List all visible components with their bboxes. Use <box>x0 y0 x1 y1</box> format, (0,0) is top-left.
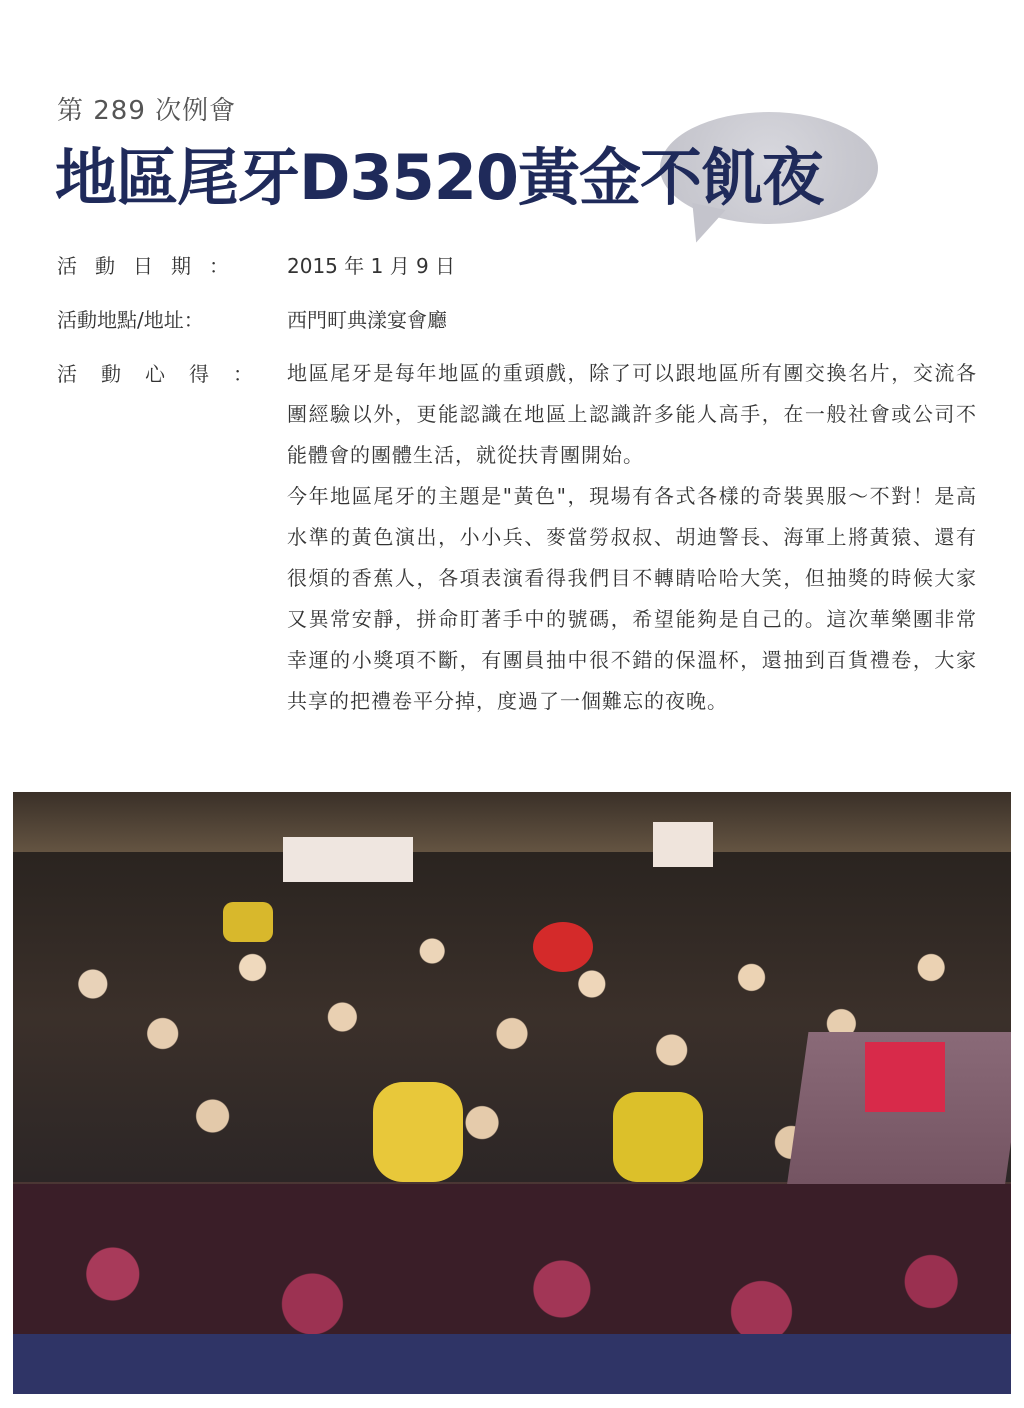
location-value: 西門町典漾宴會廳 <box>287 308 447 332</box>
group-photo <box>13 792 1011 1334</box>
page-title: 地區尾牙D3520黃金不飢夜 <box>55 141 824 214</box>
meeting-number: 第 289 次例會 <box>57 96 237 126</box>
photo-lottery-box <box>865 1042 945 1112</box>
reflection-body <box>287 353 977 722</box>
photo-banner-left <box>283 837 413 882</box>
reflection-label: 活動心得： <box>57 362 277 386</box>
photo-red-wig <box>533 922 593 972</box>
photo-banner-right <box>653 822 713 867</box>
photo-carpet <box>13 1184 1011 1334</box>
reflection-paragraph-2: 今年地區尾牙的主題是"黃色"，現場有各式各樣的奇裝異服～不對！是高水準的黃色演出，小小兵、麥當勞叔叔、胡迪警長、海軍上將黃猿、還有很煩的香蕉人，各項表演看得我們目不轉睛哈哈大笑，但抽獎的時候大家又異常安靜，拼命盯著手中的號碼，希望能夠是自己的。這次華樂團非常幸運的小獎項不斷，有團員抽中很不錯的保溫杯，還抽到百貨禮卷，大家共享的把禮卷平分掉，度過了一個難忘的夜晚。 <box>287 484 977 713</box>
photo-yellow-costume-1 <box>373 1082 463 1182</box>
date-value: 2015 年 1 月 9 日 <box>287 254 456 278</box>
photo-yellow-hat <box>223 902 273 942</box>
date-label: 活動日期： <box>57 254 247 278</box>
location-label: 活動地點/地址： <box>57 308 204 332</box>
footer-bar <box>13 1334 1011 1394</box>
reflection-paragraph-1: 地區尾牙是每年地區的重頭戲，除了可以跟地區所有團交換名片，交流各團經驗以外，更能認識在地區上認識許多能人高手，在一般社會或公司不能體會的團體生活，就從扶青團開始。 <box>287 361 977 467</box>
photo-yellow-costume-2 <box>613 1092 703 1182</box>
